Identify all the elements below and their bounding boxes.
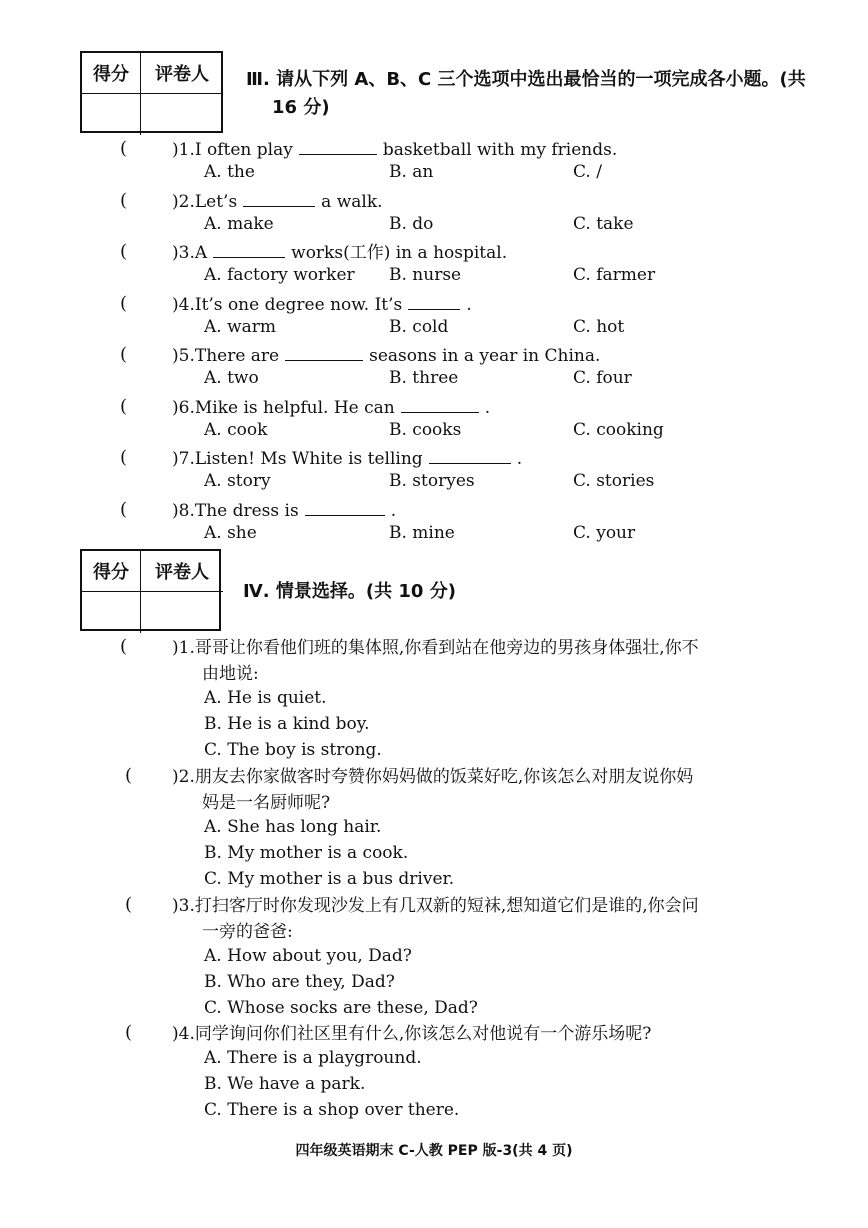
question-text: Listen! Ms White is telling — [194, 449, 423, 469]
option-b: B. We have a park. — [204, 1074, 366, 1094]
question-stem — [172, 636, 699, 660]
question-text: . — [484, 397, 491, 418]
answer-blank — [243, 190, 315, 207]
option-b: B. mine — [389, 522, 455, 543]
question-text: There are — [194, 346, 280, 366]
question-text: It’s one degree now. It’s — [194, 294, 403, 315]
question-text: . — [466, 294, 472, 315]
answer-blank — [305, 499, 385, 516]
score-field[interactable] — [82, 94, 141, 135]
option-a: A. There is a playground. — [204, 1048, 422, 1068]
question-text: 朋友去你家做客时夸赞你妈妈做的饭菜好吃,你该怎么对朋友说你妈 — [194, 767, 694, 787]
question-text: . — [390, 500, 397, 521]
option-b: B. nurse — [389, 265, 462, 285]
question-text-continued: 由地说: — [202, 664, 259, 684]
answer-bracket[interactable]: ( — [120, 344, 128, 365]
option-a: A. How about you, Dad? — [204, 946, 412, 966]
score-label: 得分 — [82, 551, 141, 592]
question-stem — [172, 1022, 651, 1046]
section3-title-line2: 16 分) — [272, 97, 330, 118]
answer-blank — [299, 138, 377, 155]
grader-field[interactable] — [141, 94, 223, 135]
option-c: C. cooking — [573, 419, 664, 440]
answer-blank — [408, 293, 460, 310]
option-a: A. two — [204, 368, 259, 388]
option-a: A. the — [204, 162, 255, 182]
question-text: a walk. — [321, 191, 383, 212]
question-number: )2. — [172, 191, 195, 212]
option-b: B. three — [389, 368, 459, 388]
score-box-section4 — [80, 549, 221, 631]
question-stem — [172, 344, 600, 368]
option-b: B. cooks — [389, 419, 462, 440]
answer-bracket[interactable]: ( — [125, 765, 133, 786]
answer-bracket[interactable]: ( — [120, 241, 128, 262]
question-text: basketball with my friends. — [382, 140, 618, 160]
question-stem — [172, 138, 617, 162]
option-c: C. hot — [573, 316, 625, 337]
option-a: A. warm — [204, 316, 277, 337]
option-c: C. The boy is strong. — [204, 740, 382, 760]
option-c: C. Whose socks are these, Dad? — [204, 998, 478, 1018]
answer-bracket[interactable]: ( — [120, 498, 128, 520]
question-number: )7. — [172, 449, 195, 469]
option-b: B. Who are they, Dad? — [204, 972, 395, 992]
option-c: C. / — [573, 162, 602, 182]
question-number: )6. — [172, 397, 195, 418]
option-a: A. cook — [204, 419, 268, 440]
question-number: )3. — [172, 243, 195, 263]
answer-blank — [429, 447, 511, 464]
section3-title-line1: Ⅲ. 请从下列 A、B、C 三个选项中选出最恰当的一项完成各小题。(共 — [246, 69, 806, 90]
answer-bracket[interactable]: ( — [120, 636, 128, 657]
question-stem — [172, 447, 522, 471]
question-number: )5. — [172, 346, 195, 366]
question-stem — [172, 293, 472, 317]
option-b: B. do — [389, 213, 434, 234]
option-b: B. My mother is a cook. — [204, 843, 409, 863]
option-c: C. stories — [573, 471, 655, 491]
question-text: works(工作) in a hospital. — [291, 243, 508, 263]
question-text-continued: 一旁的爸爸: — [202, 922, 293, 942]
question-number: )8. — [172, 500, 195, 521]
option-a: A. She has long hair. — [204, 817, 382, 837]
answer-bracket[interactable]: ( — [120, 447, 128, 468]
option-c: C. four — [573, 368, 632, 388]
answer-bracket[interactable]: ( — [125, 894, 133, 915]
question-text: 打扫客厅时你发现沙发上有几双新的短袜,想知道它们是谁的,你会问 — [194, 896, 699, 916]
question-stem — [172, 765, 693, 789]
question-number: )1. — [172, 638, 195, 658]
grader-field[interactable] — [141, 592, 223, 633]
question-text: Let’s — [194, 191, 238, 212]
question-stem — [172, 190, 383, 214]
option-b: B. an — [389, 162, 434, 182]
question-stem — [172, 241, 507, 265]
option-b: B. He is a kind boy. — [204, 714, 370, 734]
answer-bracket[interactable]: ( — [120, 292, 128, 314]
option-b: B. storyes — [389, 471, 475, 491]
answer-blank — [401, 396, 479, 413]
option-a: A. make — [204, 213, 274, 234]
question-number: )1. — [172, 140, 195, 160]
question-number: )3. — [172, 896, 195, 916]
option-c: C. take — [573, 213, 634, 234]
score-field[interactable] — [82, 592, 141, 633]
option-b: B. cold — [389, 316, 449, 337]
option-c: C. farmer — [573, 265, 656, 285]
question-text: . — [516, 449, 523, 469]
answer-bracket[interactable]: ( — [125, 1022, 133, 1043]
question-text: Mike is helpful. He can — [194, 397, 395, 418]
question-stem — [172, 499, 396, 523]
question-number: )4. — [172, 294, 195, 315]
grader-label: 评卷人 — [141, 53, 223, 94]
question-text: I often play — [194, 140, 293, 160]
score-label: 得分 — [82, 53, 141, 94]
option-a: A. she — [204, 522, 257, 543]
option-a: A. He is quiet. — [204, 688, 327, 708]
answer-bracket[interactable]: ( — [120, 189, 128, 211]
section4-title: Ⅳ. 情景选择。(共 10 分) — [243, 581, 456, 602]
answer-bracket[interactable]: ( — [120, 395, 128, 417]
option-a: A. story — [204, 471, 271, 491]
question-number: )2. — [172, 767, 195, 787]
question-stem — [172, 894, 699, 918]
question-text: A — [194, 243, 208, 263]
option-c: C. your — [573, 522, 636, 543]
answer-blank — [213, 241, 285, 258]
section3-title — [246, 66, 806, 122]
question-text: The dress is — [194, 500, 299, 521]
page-footer: 四年级英语期末 C-人教 PEP 版-3(共 4 页) — [295, 1143, 573, 1159]
question-number: )4. — [172, 1024, 195, 1044]
answer-bracket[interactable]: ( — [120, 138, 128, 159]
question-text: 哥哥让你看他们班的集体照,你看到站在他旁边的男孩身体强壮,你不 — [194, 638, 699, 658]
question-text-continued: 妈是一名厨师呢? — [202, 793, 331, 813]
question-text: 同学询问你们社区里有什么,你该怎么对他说有一个游乐场呢? — [194, 1024, 652, 1044]
question-text: seasons in a year in China. — [369, 346, 601, 366]
option-c: C. There is a shop over there. — [204, 1100, 460, 1120]
option-a: A. factory worker — [204, 265, 355, 285]
option-c: C. My mother is a bus driver. — [204, 869, 455, 889]
question-stem — [172, 396, 490, 420]
grader-label: 评卷人 — [141, 551, 223, 592]
answer-blank — [285, 344, 363, 361]
score-box-section3 — [80, 51, 223, 133]
